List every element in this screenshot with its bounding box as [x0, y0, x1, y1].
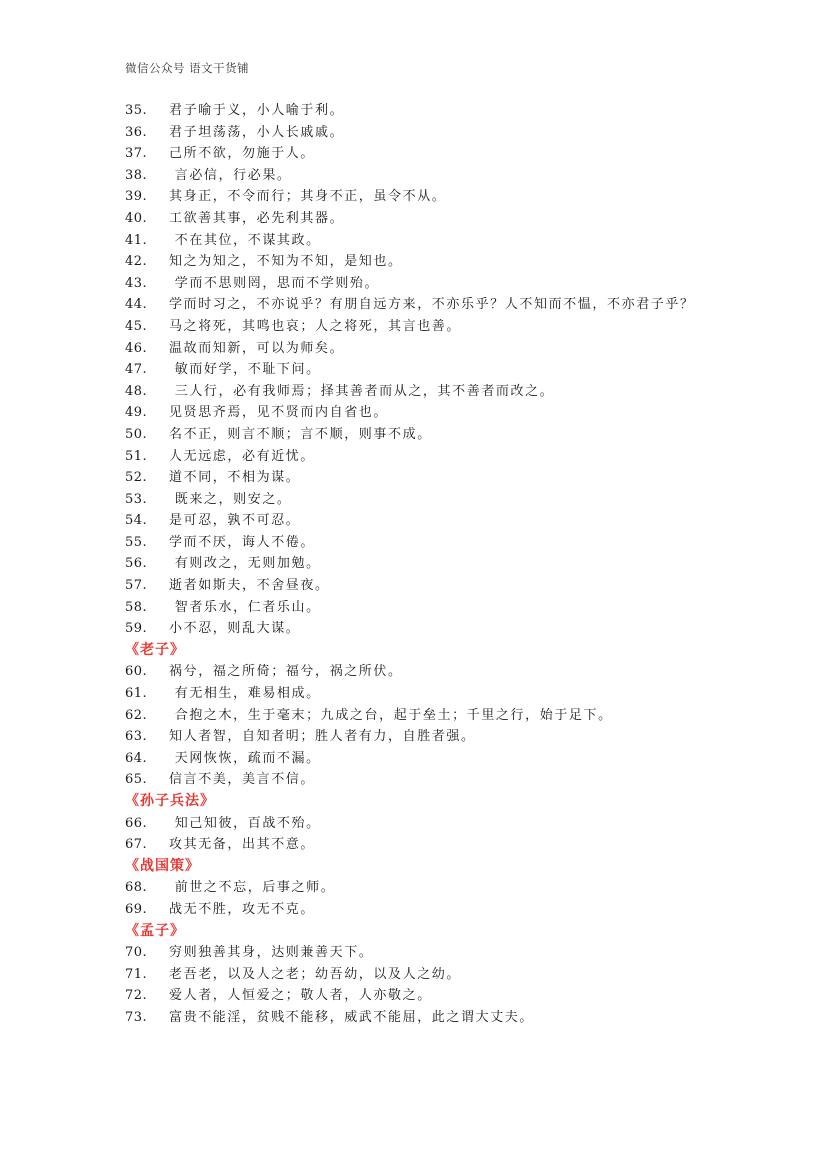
quote-text: 知之为知之，不知为不知，是知也。 — [169, 254, 403, 270]
quote-item — [125, 359, 705, 381]
quote-number: 44. — [125, 297, 148, 313]
quote-text: 马之将死，其鸣也哀；人之将死，其言也善。 — [169, 318, 462, 334]
quote-item — [125, 532, 705, 554]
quote-text: 前世之不忘，后事之师。 — [169, 880, 336, 896]
quote-number: 48. — [125, 383, 148, 399]
quote-item — [125, 510, 705, 532]
quote-text: 逝者如斯夫，不舍昼夜。 — [169, 578, 330, 594]
quote-text: 战无不胜，攻无不克。 — [169, 901, 316, 917]
quote-number: 43. — [125, 275, 148, 291]
quote-item — [125, 446, 705, 468]
quote-number: 73. — [125, 1009, 148, 1025]
quote-number: 62. — [125, 707, 148, 723]
quote-text: 老吾老，以及人之老；幼吾幼，以及人之幼。 — [169, 966, 462, 982]
quote-number: 66. — [125, 815, 148, 831]
quote-item — [125, 661, 705, 683]
quote-text: 信言不美，美言不信。 — [169, 772, 316, 788]
quote-number: 47. — [125, 362, 148, 378]
quote-text: 学而时习之，不亦说乎？有朋自远方来，不亦乐乎？人不知而不愠，不亦君子乎？ — [169, 297, 695, 313]
quote-text: 温故而知新，可以为师矣。 — [169, 340, 345, 356]
quote-item — [125, 705, 705, 727]
quote-text: 其身正，不令而行；其身不正，虽令不从。 — [169, 189, 447, 205]
quote-number: 59. — [125, 621, 148, 637]
quote-text: 祸兮，福之所倚；福兮，祸之所伏。 — [169, 664, 403, 680]
quote-number: 37. — [125, 146, 148, 162]
quote-item — [125, 230, 705, 252]
quote-item — [125, 273, 705, 295]
quote-number: 39. — [125, 189, 148, 205]
quote-text: 爱人者，人恒爱之；敬人者，人亦敬之。 — [169, 988, 432, 1004]
quote-item — [125, 877, 705, 899]
quote-number: 53. — [125, 491, 148, 507]
quote-text: 小不忍，则乱大谋。 — [169, 621, 301, 637]
quote-item — [125, 316, 705, 338]
quote-number: 58. — [125, 599, 148, 615]
section-heading: 《战国策》 — [125, 857, 200, 874]
quote-text: 君子坦荡荡，小人长戚戚。 — [169, 124, 345, 140]
quote-text: 敏而好学，不耻下问。 — [169, 362, 321, 378]
quote-text: 知人者智，自知者明；胜人者有力，自胜者强。 — [169, 729, 476, 745]
quote-text: 学而不思则罔，思而不学则殆。 — [169, 275, 380, 291]
quote-number: 45. — [125, 318, 148, 334]
quote-number: 36. — [125, 124, 148, 140]
quote-item — [125, 748, 705, 770]
quote-number: 35. — [125, 103, 148, 118]
quote-item — [125, 985, 705, 1007]
quote-text: 不在其位，不谋其政。 — [169, 232, 321, 248]
quote-text: 君子喻于义，小人喻于利。 — [169, 103, 345, 118]
quote-text: 学而不厌，诲人不倦。 — [169, 534, 316, 550]
quote-text: 道不同，不相为谋。 — [169, 470, 301, 486]
quote-text: 知己知彼，百战不殆。 — [169, 815, 321, 831]
quote-item — [125, 467, 705, 489]
quote-item — [125, 489, 705, 511]
quote-text: 天网恢恢，疏而不漏。 — [169, 750, 321, 766]
quote-text: 人无远虑，必有近忧。 — [169, 448, 316, 464]
quote-number: 55. — [125, 534, 148, 550]
quote-text: 合抱之木，生于毫末；九成之台，起于垒土；千里之行，始于足下。 — [169, 707, 613, 723]
quote-text: 既来之，则安之。 — [169, 491, 292, 507]
quote-number: 40. — [125, 210, 148, 226]
quote-item — [125, 381, 705, 403]
quote-number: 65. — [125, 772, 148, 788]
quote-text: 富贵不能淫，贫贱不能移，威武不能屈，此之谓大丈夫。 — [169, 1009, 535, 1025]
quote-text: 见贤思齐焉，见不贤而内自省也。 — [169, 405, 389, 421]
quote-number: 61. — [125, 686, 148, 702]
quote-number: 50. — [125, 426, 148, 442]
quote-item — [125, 165, 705, 187]
quote-text: 攻其无备，出其不意。 — [169, 837, 316, 853]
quote-number: 69. — [125, 901, 148, 917]
quote-number: 71. — [125, 966, 148, 982]
quote-item — [125, 424, 705, 446]
quote-item — [125, 683, 705, 705]
section-heading: 《孟子》 — [125, 922, 185, 939]
quote-number: 49. — [125, 405, 148, 421]
quote-item — [125, 942, 705, 964]
quote-item — [125, 338, 705, 360]
quote-text: 有则改之，无则加勉。 — [169, 556, 321, 572]
quote-number: 64. — [125, 750, 148, 766]
quote-text: 己所不欲，勿施于人。 — [169, 146, 316, 162]
quote-number: 72. — [125, 988, 148, 1004]
quote-text: 名不正，则言不顺；言不顺，则事不成。 — [169, 426, 432, 442]
quote-text: 有无相生，难易相成。 — [169, 686, 321, 702]
quote-item — [125, 294, 705, 316]
quote-number: 42. — [125, 254, 148, 270]
quote-item — [125, 964, 705, 986]
quote-item — [125, 208, 705, 230]
quote-item — [125, 813, 705, 835]
quote-number: 46. — [125, 340, 148, 356]
quote-item — [125, 553, 705, 575]
quote-text: 工欲善其事，必先利其器。 — [169, 210, 345, 226]
quote-text: 言必信，行必果。 — [169, 167, 292, 183]
quote-text: 是可忍，孰不可忍。 — [169, 513, 301, 529]
quote-item — [125, 122, 705, 144]
quote-item — [125, 186, 705, 208]
quote-text: 三人行，必有我师焉；择其善者而从之，其不善者而改之。 — [169, 383, 555, 399]
quote-item — [125, 402, 705, 424]
quote-item — [125, 726, 705, 748]
quote-item — [125, 100, 705, 122]
quote-number: 70. — [125, 945, 148, 961]
quote-number: 41. — [125, 232, 148, 248]
quote-number: 54. — [125, 513, 148, 529]
quote-text: 智者乐水，仁者乐山。 — [169, 599, 321, 615]
quote-item — [125, 618, 705, 640]
quote-item — [125, 143, 705, 165]
quote-number: 60. — [125, 664, 148, 680]
quote-item — [125, 899, 705, 921]
quote-number: 51. — [125, 448, 148, 464]
quote-number: 56. — [125, 556, 148, 572]
section-heading: 《老子》 — [125, 641, 185, 658]
quote-number: 57. — [125, 578, 148, 594]
quote-item — [125, 597, 705, 619]
page-header: 微信公众号 语文干货铺 — [125, 61, 250, 75]
quote-item — [125, 769, 705, 791]
quote-item — [125, 1007, 705, 1029]
quote-item — [125, 575, 705, 597]
quote-text: 穷则独善其身，达则兼善天下。 — [169, 945, 374, 961]
quote-number: 67. — [125, 837, 148, 853]
quote-number: 63. — [125, 729, 148, 745]
quote-number: 68. — [125, 880, 148, 896]
quote-number: 38. — [125, 167, 148, 183]
quote-number: 52. — [125, 470, 148, 486]
quote-item — [125, 251, 705, 273]
section-heading: 《孙子兵法》 — [125, 793, 215, 809]
quote-list — [125, 100, 705, 1029]
quote-item — [125, 834, 705, 856]
